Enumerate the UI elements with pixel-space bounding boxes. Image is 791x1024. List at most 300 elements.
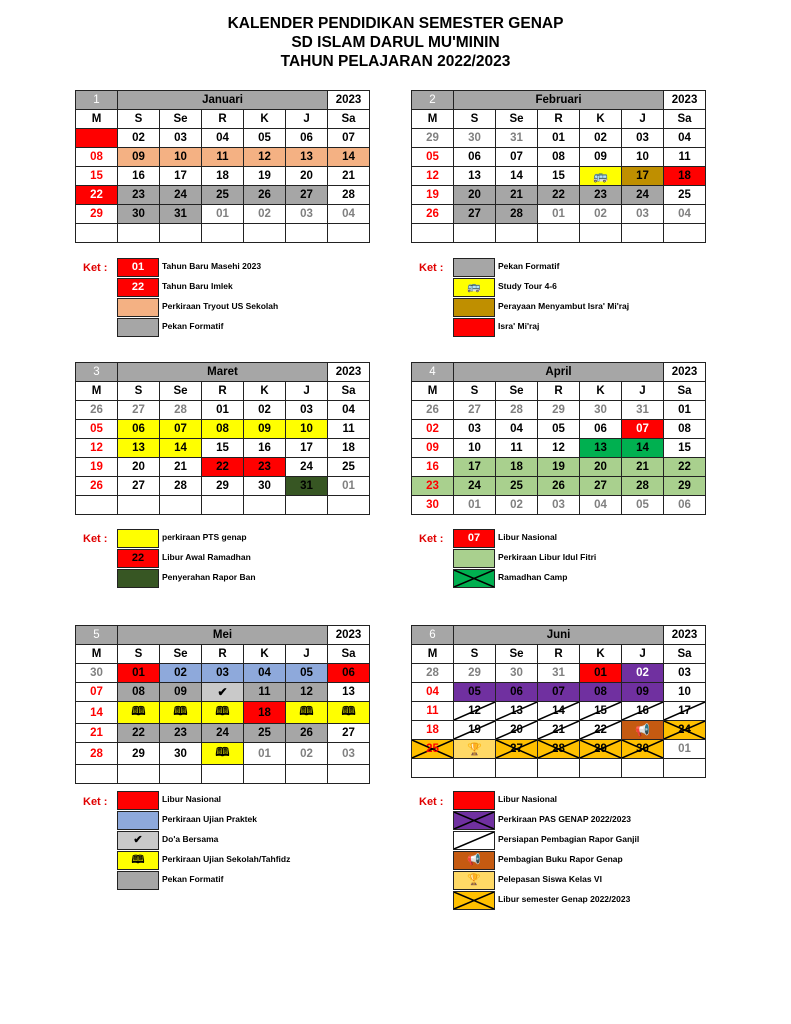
date-cell [118, 458, 160, 477]
date-cell [496, 740, 538, 759]
date-label: 18 [426, 724, 439, 736]
date-cell [76, 477, 118, 496]
date-cell [622, 148, 664, 167]
date-cell [454, 458, 496, 477]
date-cell [622, 683, 664, 702]
day-header: R [202, 645, 244, 664]
date-label: 24 [174, 189, 187, 201]
date-label: 14 [636, 442, 649, 454]
date-label: 29 [594, 743, 607, 755]
date-cell [412, 759, 454, 778]
date-cell [664, 148, 706, 167]
date-label: 27 [342, 727, 355, 739]
date-cell [538, 186, 580, 205]
date-cell [580, 439, 622, 458]
month-name: Mei [118, 626, 328, 645]
date-label: 29 [216, 480, 229, 492]
date-label: 08 [132, 686, 145, 698]
date-cell [76, 496, 118, 515]
month-number: 4 [412, 363, 454, 382]
date-cell [496, 167, 538, 186]
date-cell [76, 148, 118, 167]
legend-text: Libur Awal Ramadhan [162, 552, 251, 562]
legend-item [453, 569, 693, 588]
date-cell [76, 401, 118, 420]
date-cell [538, 721, 580, 740]
date-cell [454, 740, 496, 759]
date-label: 13 [510, 705, 523, 717]
legend-text: Isra' Mi'raj [498, 321, 540, 331]
date-label: 01 [132, 667, 145, 679]
date-cell [412, 401, 454, 420]
date-label: 15 [594, 705, 607, 717]
date-label: 14 [510, 170, 523, 182]
date-cell [328, 148, 370, 167]
month-year: 2023 [328, 363, 370, 382]
legend-text: Libur semester Genap 2022/2023 [498, 894, 631, 904]
month-year: 2023 [664, 363, 706, 382]
date-cell [580, 224, 622, 243]
title-line-3: TAHUN PELAJARAN 2022/2023 [280, 53, 511, 70]
date-cell [412, 664, 454, 683]
date-label: 25 [426, 743, 439, 755]
legend-icon: 🏆 [467, 874, 481, 886]
date-cell [118, 496, 160, 515]
date-label: 09 [174, 686, 187, 698]
date-cell [412, 167, 454, 186]
date-label: 18 [258, 706, 271, 719]
date-cell [118, 702, 160, 724]
legend-item [117, 569, 357, 588]
date-cell [202, 148, 244, 167]
legend-icon: 🕮 [131, 854, 145, 866]
date-cell [244, 743, 286, 765]
date-label: 15 [552, 170, 565, 182]
date-label: 28 [510, 404, 523, 416]
day-header: K [580, 110, 622, 129]
date-cell [118, 420, 160, 439]
date-label: 28 [636, 480, 649, 492]
date-cell [664, 664, 706, 683]
date-cell [328, 224, 370, 243]
day-header: Se [496, 645, 538, 664]
date-cell [286, 401, 328, 420]
date-label: 28 [90, 747, 103, 760]
date-cell [160, 458, 202, 477]
date-cell [202, 496, 244, 515]
legend-text: Pekan Formatif [162, 874, 224, 884]
date-cell [328, 683, 370, 702]
date-cell [202, 702, 244, 724]
date-cell [328, 664, 370, 683]
date-label: 15 [216, 442, 229, 454]
date-label: 01 [90, 132, 103, 144]
date-label: 25 [678, 189, 691, 201]
legend-ket-label: Ket : [83, 262, 108, 274]
date-label: 26 [90, 404, 103, 416]
date-cell [496, 458, 538, 477]
legend-swatch-label: 22 [131, 281, 145, 293]
day-header: K [244, 645, 286, 664]
day-header: S [118, 110, 160, 129]
date-label: 26 [90, 480, 103, 492]
date-label: 02 [510, 499, 523, 511]
legend-swatch [453, 278, 495, 297]
legend-text: Libur Nasional [498, 532, 558, 542]
date-cell [286, 765, 328, 784]
legend-item [117, 529, 357, 548]
date-cell [286, 458, 328, 477]
date-cell [580, 167, 622, 186]
date-cell [496, 683, 538, 702]
date-cell [118, 743, 160, 765]
date-label: 02 [174, 667, 187, 679]
date-label: 07 [90, 686, 103, 698]
title-line-1: KALENDER PENDIDIKAN SEMESTER GENAP [227, 15, 564, 32]
date-cell [160, 477, 202, 496]
date-label: 20 [594, 461, 607, 473]
calendar-event-icon: 🕮 [173, 704, 188, 718]
date-label: 25 [510, 480, 523, 492]
day-header: Sa [328, 110, 370, 129]
calendar-event-icon: 📢 [635, 723, 650, 737]
date-cell [286, 186, 328, 205]
date-label: 26 [552, 480, 565, 492]
month-year: 2023 [328, 626, 370, 645]
date-label: 31 [174, 208, 187, 220]
date-cell [454, 205, 496, 224]
date-label: 12 [552, 442, 565, 454]
date-cell [622, 759, 664, 778]
date-cell [286, 224, 328, 243]
month-number: 6 [412, 626, 454, 645]
date-cell [412, 439, 454, 458]
date-cell [622, 186, 664, 205]
date-cell [538, 702, 580, 721]
date-label: 27 [132, 404, 145, 416]
date-label: 03 [216, 667, 229, 679]
day-header: J [622, 382, 664, 401]
date-cell [244, 496, 286, 515]
day-header: Se [160, 382, 202, 401]
date-label: 24 [678, 724, 691, 736]
date-cell [496, 186, 538, 205]
date-cell [286, 664, 328, 683]
date-cell [496, 664, 538, 683]
date-cell [202, 477, 244, 496]
legend-swatch-label: 22 [131, 552, 145, 564]
date-cell [496, 721, 538, 740]
month-name: Januari [118, 91, 328, 110]
date-label: 25 [342, 461, 355, 473]
date-label: 12 [426, 170, 439, 182]
date-cell [328, 439, 370, 458]
date-cell [118, 401, 160, 420]
date-label: 03 [300, 404, 313, 416]
date-cell [160, 167, 202, 186]
day-header: S [454, 645, 496, 664]
calendar-januari [75, 90, 370, 243]
date-cell [118, 664, 160, 683]
date-cell [538, 496, 580, 515]
date-cell [664, 439, 706, 458]
date-label: 11 [342, 423, 355, 435]
date-cell [538, 420, 580, 439]
day-header: R [202, 382, 244, 401]
date-cell [496, 439, 538, 458]
legend-item [117, 831, 357, 850]
month-name: Februari [454, 91, 664, 110]
date-cell [118, 167, 160, 186]
date-cell [664, 477, 706, 496]
date-cell [454, 224, 496, 243]
legend-ket-label: Ket : [419, 533, 444, 545]
date-label: 24 [468, 480, 481, 492]
legend-swatch [453, 791, 495, 810]
day-header: K [580, 382, 622, 401]
date-cell [538, 439, 580, 458]
date-label: 12 [90, 442, 103, 454]
date-label: 17 [300, 442, 313, 454]
legend-item [117, 851, 357, 870]
date-cell [580, 458, 622, 477]
date-cell [202, 724, 244, 743]
date-cell [118, 477, 160, 496]
date-cell [244, 724, 286, 743]
date-label: 07 [342, 132, 355, 144]
date-label: 08 [216, 423, 229, 435]
date-cell [202, 129, 244, 148]
date-cell [328, 129, 370, 148]
date-label: 26 [426, 208, 439, 220]
date-cell [76, 765, 118, 784]
date-cell [622, 664, 664, 683]
date-cell [76, 420, 118, 439]
date-label: 29 [132, 747, 145, 760]
date-cell [286, 683, 328, 702]
legend-item [453, 298, 693, 317]
day-header: Se [496, 110, 538, 129]
date-cell [412, 740, 454, 759]
date-label: 18 [678, 170, 691, 182]
date-cell [76, 724, 118, 743]
date-cell [664, 205, 706, 224]
legend-swatch [117, 549, 159, 568]
date-label: 24 [636, 189, 649, 201]
date-cell [412, 477, 454, 496]
date-cell [244, 683, 286, 702]
calendar-event-icon: ✔ [217, 685, 228, 699]
day-header: J [286, 382, 328, 401]
date-cell [538, 458, 580, 477]
legend-text: perkiraan PTS genap [162, 532, 247, 542]
day-header: Sa [664, 645, 706, 664]
date-label: 06 [678, 499, 691, 511]
date-label: 03 [174, 132, 187, 144]
date-label: 28 [174, 480, 187, 492]
date-cell [454, 420, 496, 439]
date-cell [244, 477, 286, 496]
date-cell [160, 664, 202, 683]
date-cell [454, 702, 496, 721]
date-label: 31 [300, 480, 313, 492]
date-label: 15 [90, 170, 103, 182]
date-label: 20 [468, 189, 481, 201]
date-cell [580, 148, 622, 167]
date-cell [160, 148, 202, 167]
date-label: 17 [636, 170, 649, 182]
legend-ket-label: Ket : [419, 796, 444, 808]
day-header: S [118, 645, 160, 664]
date-cell [412, 458, 454, 477]
day-header: S [454, 110, 496, 129]
date-cell [622, 224, 664, 243]
calendar-februari [411, 90, 706, 243]
date-cell [160, 702, 202, 724]
date-label: 09 [258, 423, 271, 435]
date-cell [454, 148, 496, 167]
date-label: 23 [174, 727, 187, 739]
date-label: 22 [594, 724, 607, 736]
date-label: 13 [342, 686, 355, 698]
date-cell [202, 439, 244, 458]
date-cell [454, 439, 496, 458]
date-cell [76, 702, 118, 724]
legend-swatch [453, 569, 495, 588]
legend-text: Perkiraan Tryout US Sekolah [162, 301, 279, 311]
date-cell [580, 740, 622, 759]
legend-text: Pelepasan Siswa Kelas VI [498, 874, 602, 884]
legend-swatch [453, 851, 495, 870]
date-label: 09 [426, 442, 439, 454]
date-label: 04 [678, 208, 691, 220]
date-cell [538, 401, 580, 420]
date-cell [160, 765, 202, 784]
date-cell [454, 759, 496, 778]
date-cell [664, 420, 706, 439]
day-header: J [622, 110, 664, 129]
legend-text: Libur Nasional [162, 794, 222, 804]
legend-item [453, 891, 693, 910]
date-label: 27 [594, 480, 607, 492]
legend-text: Do'a Bersama [162, 834, 219, 844]
day-header: R [538, 645, 580, 664]
date-cell [328, 205, 370, 224]
date-cell [664, 721, 706, 740]
date-label: 13 [300, 151, 313, 163]
date-cell [664, 702, 706, 721]
day-header: Se [496, 382, 538, 401]
calendar-juni [411, 625, 706, 778]
date-label: 10 [678, 686, 691, 698]
date-label: 12 [468, 705, 481, 717]
date-cell [202, 683, 244, 702]
date-cell [454, 683, 496, 702]
date-cell [76, 205, 118, 224]
date-label: 21 [552, 724, 565, 736]
date-cell [580, 496, 622, 515]
day-header: Sa [328, 382, 370, 401]
legend-item [117, 258, 357, 277]
date-label: 19 [426, 189, 439, 201]
calendar-event-icon: 🕮 [131, 704, 146, 718]
legend-swatch [453, 549, 495, 568]
date-cell [454, 477, 496, 496]
date-label: 01 [552, 132, 565, 144]
date-label: 14 [174, 442, 187, 454]
date-label: 04 [678, 132, 691, 144]
date-cell [286, 129, 328, 148]
date-label: 23 [426, 480, 439, 492]
date-label: 19 [552, 461, 565, 473]
date-cell [202, 420, 244, 439]
day-header: J [286, 645, 328, 664]
day-header: M [76, 382, 118, 401]
date-cell [286, 439, 328, 458]
date-cell [286, 702, 328, 724]
month-year: 2023 [664, 626, 706, 645]
legend-item [117, 811, 357, 830]
month-name: April [454, 363, 664, 382]
date-cell [328, 186, 370, 205]
calendar-event-icon: 🕮 [299, 704, 314, 718]
legend-swatch [453, 871, 495, 890]
legend-item [453, 318, 693, 337]
day-header: K [580, 645, 622, 664]
day-header: M [76, 110, 118, 129]
calendar-event-icon: 🚌 [593, 169, 608, 183]
date-cell [118, 148, 160, 167]
legend-swatch-label: 07 [467, 532, 481, 544]
day-header: Sa [328, 645, 370, 664]
date-cell [622, 401, 664, 420]
date-cell [202, 664, 244, 683]
date-label: 27 [468, 208, 481, 220]
date-cell [454, 496, 496, 515]
date-label: 17 [468, 461, 481, 473]
date-label: 18 [216, 170, 229, 182]
date-cell [328, 765, 370, 784]
date-label: 30 [258, 480, 271, 492]
date-cell [202, 765, 244, 784]
date-cell [244, 765, 286, 784]
date-label: 21 [636, 461, 649, 473]
legend-ket-label: Ket : [419, 262, 444, 274]
date-label: 27 [132, 480, 145, 492]
date-label: 12 [258, 151, 271, 163]
date-cell [454, 721, 496, 740]
date-label: 30 [426, 499, 439, 511]
legend-text: Tahun Baru Masehi 2023 [162, 261, 262, 271]
date-label: 01 [552, 208, 565, 220]
date-label: 07 [636, 423, 649, 435]
date-cell [160, 129, 202, 148]
date-cell [244, 458, 286, 477]
date-label: 05 [90, 423, 103, 435]
date-cell [118, 683, 160, 702]
month-name: Juni [454, 626, 664, 645]
date-label: 21 [510, 189, 523, 201]
date-label: 16 [636, 705, 649, 717]
cross-mark [454, 812, 494, 829]
date-label: 04 [342, 404, 355, 416]
date-label: 03 [636, 208, 649, 220]
date-cell [118, 224, 160, 243]
date-label: 16 [132, 170, 145, 182]
date-cell [580, 401, 622, 420]
date-label: 21 [342, 170, 355, 182]
date-label: 31 [552, 667, 565, 679]
